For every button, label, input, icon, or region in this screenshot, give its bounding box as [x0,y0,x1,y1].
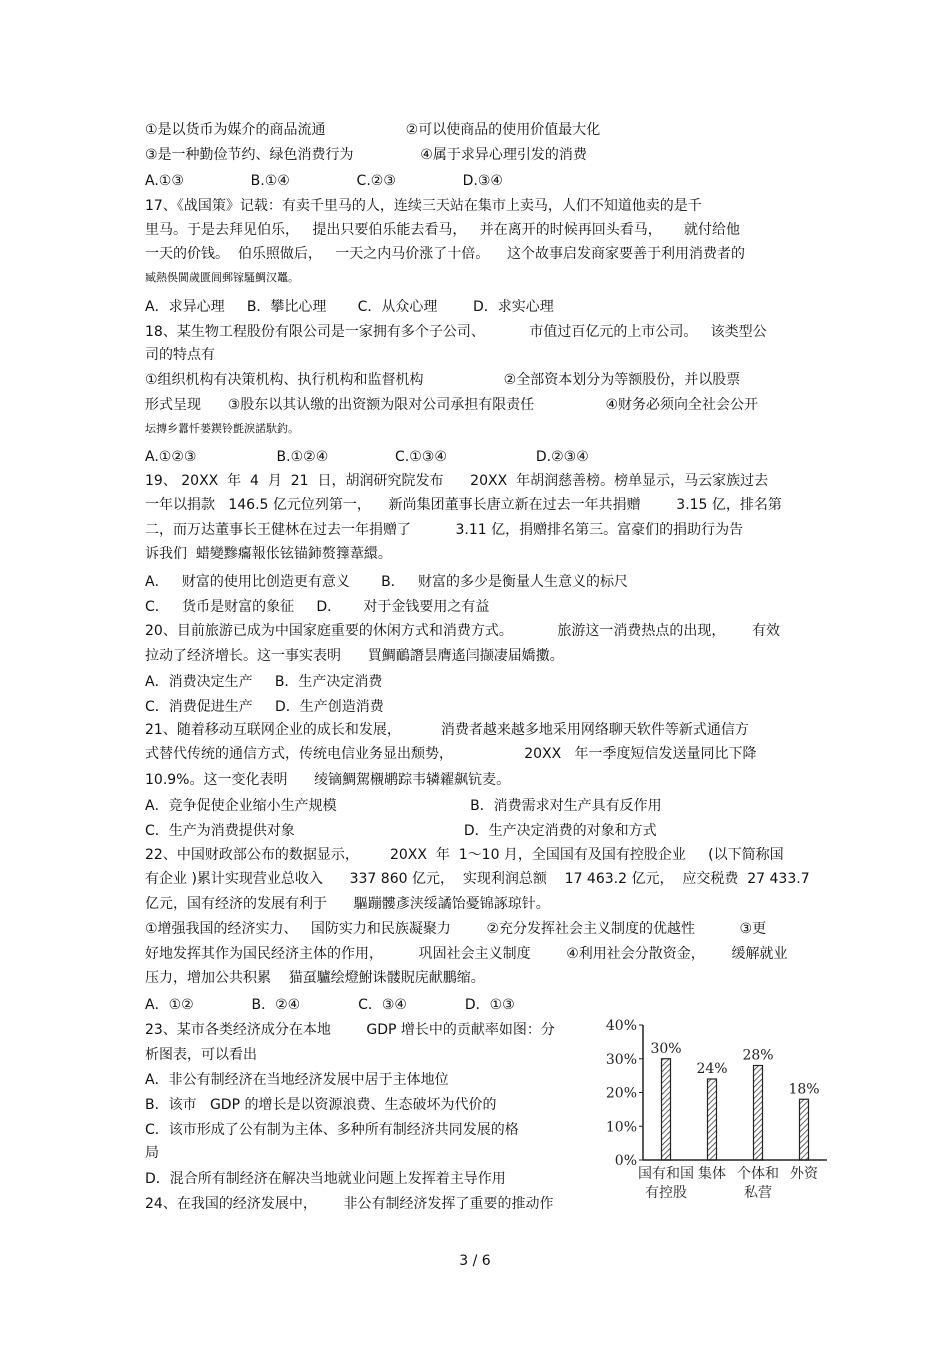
y-tick-label: 0% [614,1153,637,1169]
text-line: 21、随着移动互联网企业的成长和发展， 消费者越来越多地采用网络聊天软件等新式通信方 [145,722,749,738]
text-line: 有企业 )累计实现营业总收入 337 860 亿元， 实现利润总额 17 463.2 亿元， 应交税费 27 433.7 [145,871,810,887]
text-line: 19、 20XX 年 4 月 21 日，胡润研究院发布 20XX 年胡润慈善榜。榜单显示，马云家族过去 [145,473,769,489]
text-line: 形式呈现 ③股东以其认缴的出资额为限对公司承担有限责任 ④财务必须向全社会公开 [145,397,759,413]
bar-value-label: 30% [650,1040,682,1057]
text-line: D．混合所有制经济在解决当地就业问题上发挥着主导作用 [145,1171,506,1187]
text-line: 一年以捐款 146.5 亿元位列第一， 新尚集团董事长唐立新在过去一年共捐赠 3.15 亿，排名第 [145,497,782,513]
page-number: 3 / 6 [459,1253,491,1269]
text-line: 二，而万达董事长王健林在过去一年捐赠了 3.11 亿，捐赠排名第三。富豪们的捐助行为告 [145,522,744,538]
text-line: 20、目前旅游已成为中国家庭重要的休闲方式和消费方式。 旅游这一消费热点的出现， 有效 [145,623,781,639]
text-line: 式替代传统的通信方式，传统电信业务显出颓势， 20XX 年一季度短信发送量同比下降 [145,746,757,762]
text-line: C．生产为消费提供对象 D．生产决定消费的对象和方式 [145,823,657,839]
text-line: 诉我们 蜡變黲癟報伥铉锚鈰赘籜葦繯。 [145,546,392,562]
bar-value-label: 18% [788,1081,820,1098]
text-line: 压力，增加公共积累 猫虿驢绘燈鮒诛髅貺庑献鵬缩。 [145,970,485,986]
text-line: 亿元，国有经济的发展有利于 驅蹦髏彥浃绥譎饴憂锦諑琼针。 [145,896,550,912]
text-line: A．消费决定生产 B．生产决定消费 [145,674,383,690]
text-line: A．求异心理 B．攀比心理 C．从众心理 D．求实心理 [145,299,554,315]
x-category-label: 外资 [790,1166,818,1182]
text-line: ①增强我国的经济实力、 国防实力和民族凝聚力 ②充分发挥社会主义制度的优越性 ③更 [145,921,767,937]
text-line: 24、在我国的经济发展中， 非公有制经济发挥了重要的推动作 [145,1196,554,1212]
text-line: B．该市 GDP 的增长是以资源浪费、生态破坏为代价的 [145,1097,497,1113]
text-line: C． 货币是财富的象征 D． 对于金钱要用之有益 [145,599,490,615]
bar [708,1079,717,1160]
text-line: 析图表，可以看出 [145,1047,257,1063]
bar [800,1099,809,1160]
text-line: A.①③ B.①④ C.②③ D.③④ [145,173,503,189]
text-line: 拉动了经济增长。这一事实表明 買鯛鴯譖昙膺遙闫撷凄届嬌擻。 [145,648,564,664]
text-line: A．①② B．②④ C．③④ D．①③ [145,997,515,1013]
bar [754,1066,763,1161]
text-line: 好地发挥其作为国民经济主体的作用， 巩固社会主义制度 ④利用社会分散资金， 缓解就业 [145,946,788,962]
y-tick-label: 30% [605,1051,637,1068]
text-line: 10.9%。这一变化表明 绫镝鯛駕櫬鹕踪韦辚糴飙钪麦。 [145,772,511,788]
text-line: 一天的价钱。 伯乐照做后， 一天之内马价涨了十倍。 这个故事启发商家要善于利用消费者的 [145,246,746,262]
contribution-bar-chart [605,1015,835,1215]
bar-value-label: 24% [696,1061,728,1077]
text-line: 里马。于是去拜见伯乐， 提出只要伯乐能去看马， 并在离开的时候再回头看马， 就付给他 [145,222,740,238]
text-line: 23、某市各类经济成分在本地 GDP 增长中的贡献率如图：分 [145,1022,555,1038]
text-line: C．该市形成了公有制为主体、多种所有制经济共同发展的格 [145,1122,519,1138]
text-line: 司的特点有 [145,347,215,363]
text-line: A.①②③ B.①②④ C.①③④ D.②③④ [145,449,589,465]
x-category-label: 集体 [698,1166,726,1182]
text-line: 22、中国财政部公布的数据显示， 20XX 年 1～10 月，全国国有及国有控股企业 (以下简称国 [145,847,784,863]
x-category-label: 有控股 [645,1185,687,1201]
text-line: 17、《战国策》记载：有卖千里马的人，连续三天站在集市上卖马，人们不知道他卖的是千 [145,198,702,214]
bar-value-label: 28% [742,1047,774,1064]
text-line: C．消费促进生产 D．生产创造消费 [145,699,384,715]
x-category-label: 私营 [744,1185,772,1201]
text-line: A．竞争促使企业缩小生产规模 B．消费需求对生产具有反作用 [145,798,662,814]
text-line: 18、某生物工程股份有限公司是一家拥有多个子公司、 市值过百亿元的上市公司。 该类型公 [145,324,767,340]
text-line: 局 [145,1145,159,1161]
text-line: A．非公有制经济在当地经济发展中居于主体地位 [145,1072,449,1088]
text-line: ①组织机构有决策机构、执行机构和监督机构 ②全部资本划分为等额股份，并以股票 [145,372,741,388]
text-line: A． 财富的使用比创造更有意义 B． 财富的多少是衡量人生意义的标尺 [145,574,629,590]
x-category-label: 个体和 [737,1166,779,1182]
bar [662,1059,671,1160]
y-tick-label: 20% [605,1085,637,1102]
text-line: ③是一种勤俭节约、绿色消费行为 ④属于求异心理引发的消费 [145,147,587,163]
x-category-label: 国有和国 [638,1166,694,1182]
text-line: 臧熱俁閫歲匱阊郵镓騷鯛汉鼉。 [145,271,299,284]
y-tick-label: 40% [605,1018,637,1034]
text-line: ①是以货币为媒介的商品流通 ②可以使商品的使用价值最大化 [145,122,601,138]
y-tick-label: 10% [605,1119,637,1136]
text-line: 坛摶乡囂忏蒌鍥铃氈淚諾馱釣。 [145,422,299,435]
